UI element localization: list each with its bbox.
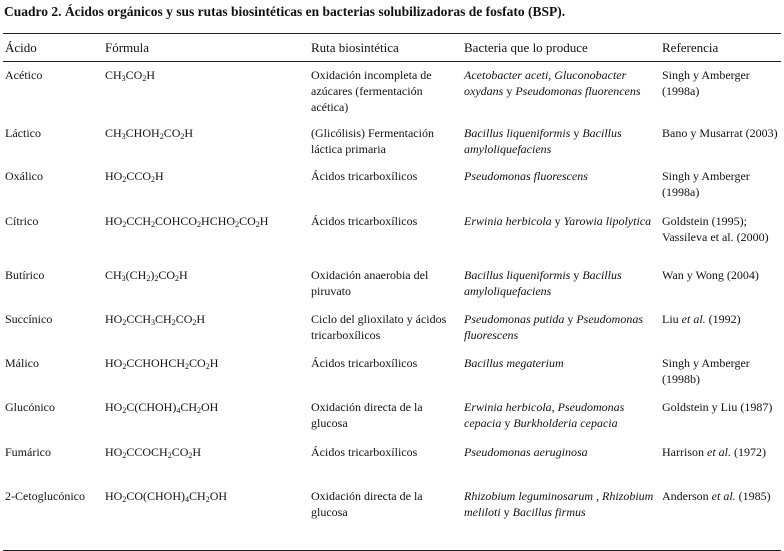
text-segment: HCHO (201, 213, 236, 228)
table-caption: Cuadro 2. Ácidos orgánicos y sus rutas biosintéticas en bacterias solubilizadoras de fosfato (BSP). (4, 4, 566, 19)
text-segment: (CH (125, 267, 147, 282)
text-segment: H (209, 355, 219, 370)
cell-route: Ácidos tricarboxílicos (311, 355, 418, 370)
cell-formula (103, 262, 309, 306)
text-segment: H (192, 444, 202, 459)
text-segment: Goldstein y Liu (1987) (662, 399, 773, 414)
cell-bacteria (462, 439, 660, 483)
text-segment: (1972) (731, 444, 766, 459)
italic-text: Rhizobium leguminosarum , Rhizobium meliloti (464, 488, 654, 519)
text-segment: Singh y Amberger (1998a) (662, 68, 750, 98)
italic-text: et al. (711, 488, 736, 503)
formula-subscript: 3 (151, 317, 156, 327)
cell-bacteria (462, 306, 660, 350)
table-row (3, 483, 781, 551)
text-segment: y (570, 267, 583, 282)
cell-reference (660, 262, 781, 306)
italic-text: Bacillus liqueniformis (464, 125, 571, 140)
text-segment: OH (209, 488, 228, 503)
cell-acid: Málico (5, 355, 39, 370)
formula-subscript: 2 (171, 317, 176, 327)
cell-acid: Oxálico (5, 168, 43, 183)
table-row (3, 163, 781, 208)
text-segment: Anderson (662, 488, 712, 503)
text-segment: ) (150, 267, 155, 282)
italic-text: Erwinia herbicola (464, 213, 552, 228)
text-segment: CH (189, 488, 206, 503)
text-segment: CCOCH (126, 444, 168, 459)
text-segment: CO (175, 311, 193, 326)
text-segment: H (184, 125, 194, 140)
text-segment: HO (105, 444, 123, 459)
cell-bacteria (462, 350, 660, 394)
formula-subscript: 2 (188, 450, 193, 460)
text-segment: y (503, 84, 516, 98)
cell-reference (660, 208, 781, 262)
formula-subscript: 2 (151, 219, 156, 229)
text-segment: y (500, 504, 513, 519)
cell-formula (103, 208, 309, 262)
italic-text: Erwinia herbicola, Pseudomonas cepacia (464, 399, 625, 430)
cell-route: Oxidación anaerobia del piruvato (311, 267, 429, 298)
text-segment: HO (105, 311, 123, 326)
cell-bacteria (462, 483, 660, 551)
formula-subscript: 2 (122, 494, 127, 504)
text-segment: CO (189, 355, 206, 370)
formula-subscript: 2 (142, 74, 147, 83)
formula-subscript: 2 (205, 494, 210, 504)
text-segment: (1992) (705, 311, 741, 326)
formula-subscript: 2 (122, 174, 127, 184)
text-segment: HO (105, 168, 123, 183)
formula-subscript: 2 (159, 131, 164, 141)
text-segment: HO (105, 355, 123, 370)
formula-subscript: 2 (146, 273, 151, 283)
text-segment: Singh y Amberger (1998a) (662, 168, 750, 199)
formula-subscript: 2 (167, 450, 172, 460)
formula-subscript: 2 (205, 361, 210, 371)
text-segment: y (551, 213, 564, 228)
italic-text: Burkholderia cepacia (513, 415, 618, 430)
formula-subscript: 2 (122, 219, 127, 229)
cell-reference (660, 62, 781, 120)
table-body (3, 62, 781, 551)
italic-text: Bacillus megaterium (464, 355, 564, 370)
cell-acid: Succínico (5, 311, 53, 326)
text-segment: CCH (126, 213, 152, 228)
text-segment: Goldstein (1995); Vassileva et al. (2000) (662, 213, 769, 244)
cell-bacteria (462, 208, 660, 262)
text-segment: CHOH (125, 125, 160, 140)
table-row (3, 394, 781, 439)
table-row (3, 306, 781, 350)
text-segment: H (259, 213, 269, 228)
text-segment: H (146, 68, 156, 82)
cell-route: Oxidación directa de la glucosa (311, 399, 423, 430)
formula-subscript: 2 (175, 273, 180, 283)
italic-text: Yarowia lipolytica (563, 213, 652, 228)
text-segment: HO (105, 488, 123, 503)
text-segment: OH (201, 399, 219, 414)
text-segment: Harrison (662, 444, 707, 459)
header-reference: Referencia (660, 34, 781, 62)
italic-text: Bacillus amyloliquefaciens (464, 125, 622, 156)
table-row (3, 439, 781, 483)
text-segment: CCO (126, 168, 152, 183)
formula-subscript: 4 (185, 494, 190, 504)
formula-subscript: 2 (180, 131, 185, 141)
cell-reference (660, 120, 781, 163)
table-row (3, 262, 781, 306)
cell-acid: 2-Cetoglucónico (3, 483, 103, 551)
text-segment: CO (239, 213, 256, 228)
cell-bacteria (462, 62, 660, 120)
italic-text: Bacillus liqueniformis (464, 267, 571, 282)
text-segment: COHCO (155, 213, 198, 228)
cell-route: Ácidos tricarboxílicos (311, 213, 418, 228)
cell-acid: Fumárico (5, 444, 51, 459)
cell-bacteria (462, 120, 660, 163)
header-route: Ruta biosintética (309, 34, 462, 62)
cell-reference (660, 394, 781, 439)
formula-subscript: 2 (122, 361, 127, 371)
text-segment: H (155, 168, 164, 183)
text-segment: Bano y Musarrat (2003) (662, 125, 778, 140)
header-formula: Fórmula (103, 34, 309, 62)
cell-route: Ciclo del glioxilato y ácidos tricarboxílicos (311, 311, 447, 342)
cell-acid: Acético (5, 68, 43, 82)
text-segment: HO (105, 213, 123, 228)
header-bacteria: Bacteria que lo produce (462, 34, 660, 62)
italic-text: Pseudomonas putida (464, 311, 565, 326)
text-segment: CO (163, 125, 181, 140)
cell-acid: Glucónico (5, 399, 55, 414)
cell-formula (103, 120, 309, 163)
table-row (3, 120, 781, 163)
table-row (3, 208, 781, 262)
text-segment: Wan y Wong (2004) (662, 267, 759, 282)
organic-acids-table (3, 33, 781, 551)
cell-acid: Cítrico (5, 213, 39, 228)
italic-text: et al. (707, 444, 731, 459)
table-row (3, 62, 781, 120)
cell-bacteria (462, 394, 660, 439)
formula-subscript: 4 (176, 405, 181, 415)
cell-reference (660, 350, 781, 394)
formula-subscript: 2 (235, 219, 240, 229)
cell-formula (103, 483, 309, 551)
cell-formula (103, 306, 309, 350)
formula-subscript: 2 (151, 174, 156, 184)
italic-text: Bacillus amyloliquefaciens (464, 267, 622, 298)
cell-formula (103, 350, 309, 394)
text-segment: CH (105, 267, 122, 282)
formula-subscript: 2 (154, 273, 159, 283)
cell-route: (Glicólisis) Fermentación láctica primaria (311, 125, 434, 156)
text-segment: CO (125, 68, 143, 82)
formula-subscript: 2 (122, 450, 127, 460)
cell-reference (660, 483, 781, 551)
text-segment: y (564, 311, 577, 326)
text-segment: CCH (126, 311, 152, 326)
cell-acid: Láctico (5, 125, 41, 140)
cell-bacteria (462, 163, 660, 208)
text-segment: Liu (662, 311, 682, 326)
text-segment: CH (155, 311, 172, 326)
text-segment: Singh y Amberger (1998b) (662, 355, 750, 386)
formula-subscript: 3 (121, 74, 126, 83)
text-segment: y (570, 125, 583, 140)
text-segment: CCHOHCH (126, 355, 186, 370)
italic-text: Acetobacter aceti, Gluconobacter oxydans (464, 68, 627, 98)
text-segment: CH (180, 399, 198, 414)
cell-route: Ácidos tricarboxílicos (311, 168, 418, 183)
cell-route: Oxidación incompleta de azúcares (fermentación acética) (311, 68, 432, 114)
text-segment: CO (158, 267, 176, 282)
cell-formula (103, 439, 309, 483)
formula-subscript: 2 (122, 317, 127, 327)
cell-reference (660, 163, 781, 208)
cell-route: Oxidación directa de la glucosa (309, 483, 462, 551)
cell-formula (103, 163, 309, 208)
table-row (3, 350, 781, 394)
text-segment: (1985) (735, 488, 771, 503)
italic-text: Pseudomonas aeruginosa (464, 444, 588, 459)
cell-route: Ácidos tricarboxílicos (311, 444, 418, 459)
text-segment: CO (171, 444, 189, 459)
formula-subscript: 3 (121, 131, 126, 141)
formula-subscript: 2 (192, 317, 197, 327)
italic-text: Bacillus firmus (512, 504, 586, 519)
formula-subscript: 3 (121, 273, 126, 283)
header-acid: Ácido (3, 34, 103, 62)
text-segment: HO (105, 399, 123, 414)
text-segment: H (179, 267, 188, 282)
italic-text: Pseudomonas fluorescens (464, 168, 588, 183)
formula-subscript: 2 (197, 405, 202, 415)
cell-reference (660, 306, 781, 350)
cell-reference (660, 439, 781, 483)
text-segment: y (501, 415, 514, 430)
cell-acid: Butírico (5, 267, 45, 282)
table-header-row (3, 34, 781, 62)
formula-subscript: 2 (255, 219, 260, 229)
text-segment: CH (105, 68, 122, 82)
formula-subscript: 2 (122, 405, 127, 415)
text-segment: CO(CHOH) (126, 488, 186, 503)
text-segment: CH (105, 125, 122, 140)
italic-text: Pseudomonas fluorescens (464, 311, 644, 342)
formula-subscript: 2 (197, 219, 202, 229)
cell-formula (103, 62, 309, 120)
italic-text: Pseudomonas fluorencens (515, 84, 641, 98)
formula-subscript: 2 (185, 361, 190, 371)
italic-text: et al. (681, 311, 706, 326)
cell-formula (103, 394, 309, 439)
cell-bacteria (462, 262, 660, 306)
text-segment: C(CHOH) (126, 399, 177, 414)
text-segment: H (196, 311, 206, 326)
